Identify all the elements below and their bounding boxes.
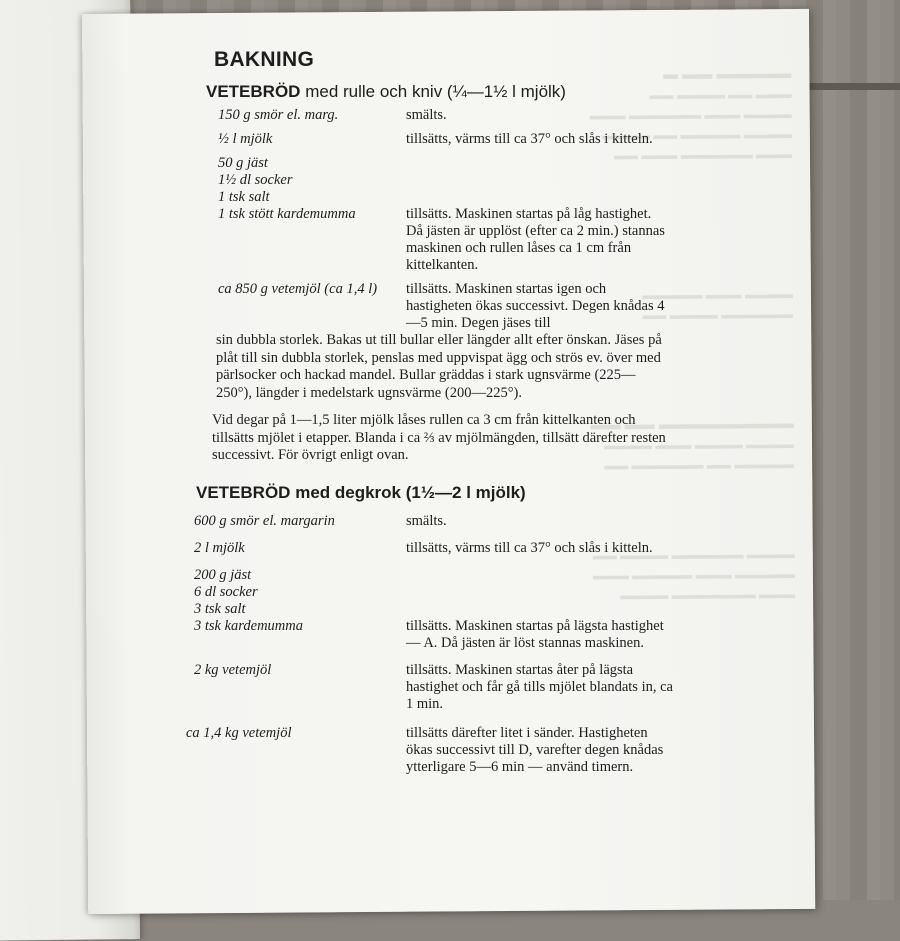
recipe-row	[206, 281, 666, 332]
ingredient: 600 g smör el. margarin	[194, 512, 335, 529]
section-title	[196, 483, 678, 503]
instruction: tillsätts. Maskinen startas på låg hastighet. Då jästen är upplöst (efter ca 2 min.) stannas maskinen och rullen låses ca 1 cm från kittelkanten.	[406, 206, 665, 273]
ingredient: 1 tsk stött kardemumma	[218, 206, 356, 222]
ingredient: ca 850 g vetemjöl (ca 1,4 l)	[218, 281, 378, 297]
method-paragraph: sin dubbla storlek. Bakas ut till bullar eller längder allt efter önskan. Jäses på plåt till sin dubbla storlek, penslas med uppvispat ägg och strös ev. över med pärlsocker och hackad mandel. Bullar gräddas i stark ugnsvärme (225—250°), längder i medelstark ugnsvärme (200—225°).	[216, 332, 662, 401]
ingredient: 2 l mjölk	[194, 539, 245, 556]
recipe-row	[194, 584, 674, 601]
instruction: tillsätts därefter litet i sänder. Hastigheten ökas successivt till D, varefter degen knådas ytterligare 5—6 min — använd timern.	[406, 724, 664, 775]
section-title	[206, 82, 678, 102]
instruction: smälts.	[406, 512, 447, 529]
ingredient: 150 g smör el. marg.	[218, 107, 339, 123]
page-content	[118, 48, 678, 776]
recipe-row	[194, 662, 674, 713]
recipe-row	[194, 540, 674, 557]
recipe-section-rulle	[112, 82, 678, 465]
recipe-row	[206, 107, 666, 124]
ingredient: ½ l mjölk	[218, 131, 273, 147]
recipe-row	[206, 172, 666, 189]
ingredient: ca 1,4 kg vetemjöl	[186, 724, 292, 741]
recipe-row	[206, 206, 666, 274]
ingredient: 1½ dl socker	[218, 172, 293, 188]
ingredient: 1 tsk salt	[218, 189, 270, 205]
ingredient: 3 tsk kardemumma	[194, 617, 303, 634]
recipe-section-degkrok	[118, 483, 678, 776]
section-title-bold: VETEBRÖD	[206, 82, 301, 101]
recipe-row	[206, 189, 666, 206]
instruction: tillsätts, värms till ca 37° och slås i kitteln.	[406, 131, 653, 147]
ingredient: 2 kg vetemjöl	[194, 661, 272, 678]
recipe-row	[194, 618, 674, 652]
ingredient: 200 g jäst	[194, 566, 252, 583]
recipe-row	[206, 131, 666, 148]
recipe-row	[194, 567, 674, 584]
instruction: tillsätts. Maskinen startas åter på lägsta hastighet och får gå tills mjölet blandats in, ca 1 min.	[406, 661, 673, 712]
ingredient: 3 tsk salt	[194, 600, 246, 617]
instruction: tillsätts. Maskinen startas igen och hastigheten ökas successivt. Degen knådas 4—5 min. Degen jäses till	[406, 281, 665, 331]
instruction: tillsätts, värms till ca 37° och slås i kitteln.	[406, 539, 653, 556]
instruction: smälts.	[406, 107, 447, 123]
ingredient: 6 dl socker	[194, 583, 258, 600]
section-title-rest: med degkrok (1½—2 l mjölk)	[295, 482, 526, 502]
note-paragraph: Vid degar på 1—1,5 liter mjölk låses rullen ca 3 cm från kittelkanten och tillsätts mjölet i etapper. Blanda i ca ⅔ av mjölmängden, tillsätt därefter resten successivt. För övrigt enligt ovan.	[212, 412, 666, 463]
ingredient: 50 g jäst	[218, 155, 268, 171]
page-heading: BAKNING	[214, 48, 315, 71]
recipe-row	[194, 513, 674, 530]
instruction: tillsätts. Maskinen startas på lägsta hastighet — A. Då jästen är löst stannas maskinen.	[406, 617, 664, 651]
recipe-row	[206, 155, 666, 172]
section-title-rest: med rulle och kniv (¼—1½ l mjölk)	[305, 82, 566, 101]
show-through-text: ▬▬▬▬▬ ▬▬ ▬ ▬▬▬ ▬▬ ▬▬▬▬ ▬▬ ▬▬▬▬ ▬▬▬ ▬▬▬▬▬▬ ▬▬▬ ▬▬▬▬ ▬▬▬▬▬ ▬▬ ▬▬▬▬ ▬▬▬ ▬▬▬▬▬▬ ▬▬▬ ▬▬ ▬▬▬▬ ▬▬▬ ▬▬▬▬▬ ▬▬▬▬▬▬ ▬▬▬▬ ▬▬ ▬▬▬▬▬▬▬▬▬ ▬▬ ▬▬ ▬▬▬▬ ▬▬▬▬ ▬▬▬ ▬▬▬▬ ▬▬▬▬▬ ▬▬ ▬▬▬▬▬▬ ▬▬ ▬▬▬▬ ▬▬▬▬▬▬ ▬▬▬▬ ▬▬ ▬▬▬▬▬ ▬▬▬ ▬▬▬▬▬ ▬▬▬ ▬▬▬ ▬▬▬▬▬▬▬ ▬▬▬▬	[589, 65, 796, 603]
section-title-bold: VETEBRÖD	[196, 482, 291, 502]
recipe-row	[186, 725, 674, 776]
recipe-row	[194, 601, 674, 618]
